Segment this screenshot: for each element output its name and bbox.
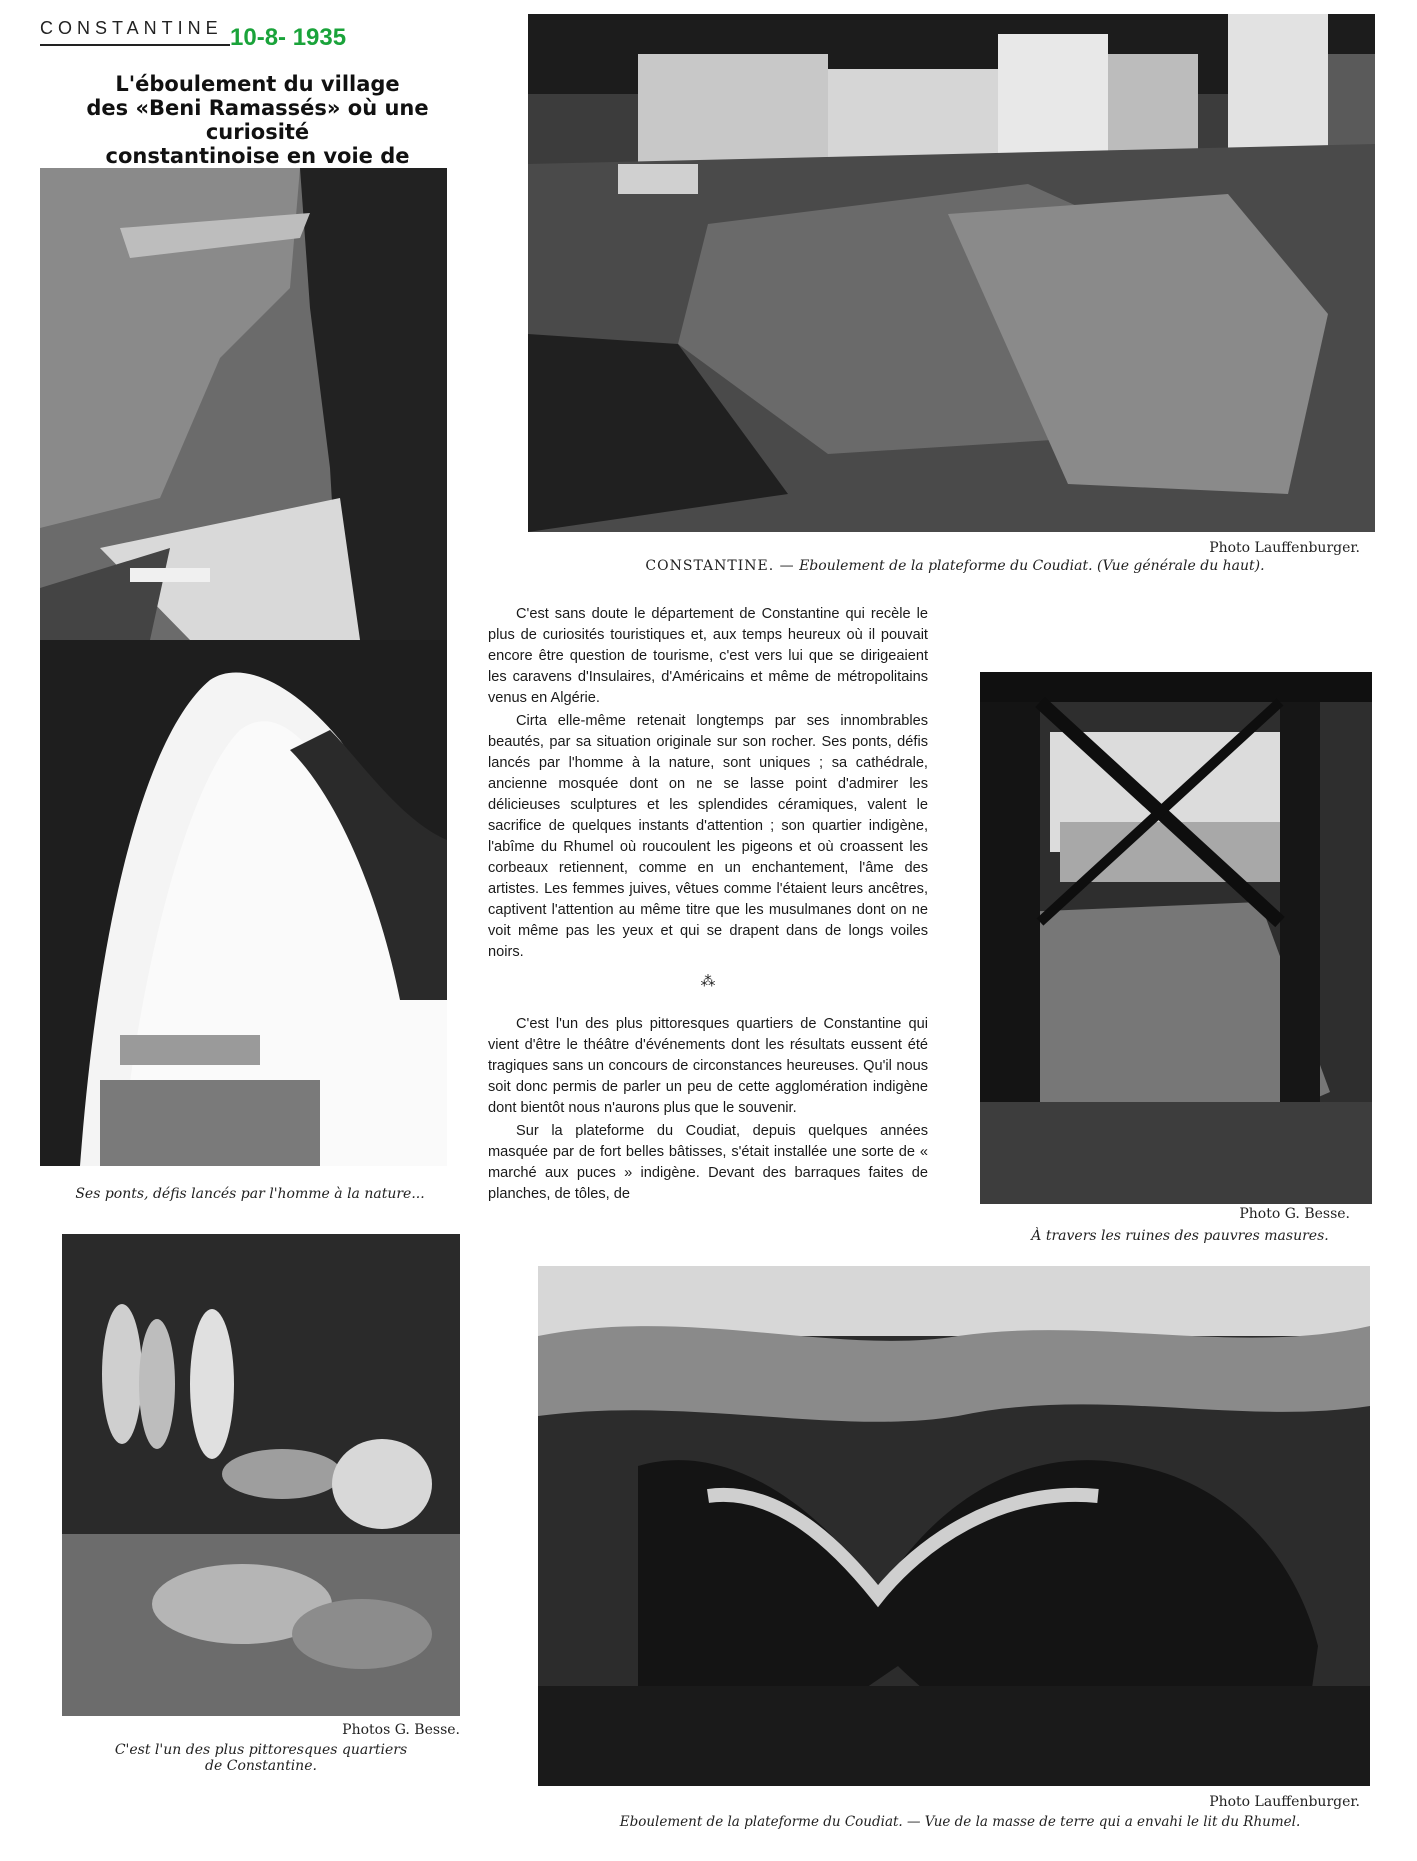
photo-gorge-road [40, 168, 447, 640]
caption-market-quarter [62, 1742, 460, 1774]
caption-market-quarter-line-1: C'est l'un des plus pittoresques quartiers [114, 1742, 408, 1758]
section-break-dinkus: ⁂ [700, 973, 716, 990]
credit-ruins: Photo G. Besse. [1239, 1206, 1350, 1222]
photo-bridge-arch [40, 640, 447, 1166]
article-column-1 [488, 604, 928, 1205]
credit-coudiat-overview: Photo Lauffenburger. [1209, 540, 1360, 556]
credit-market-quarter: Photos G. Besse. [342, 1722, 460, 1738]
photo-ruins [980, 672, 1372, 1204]
photo-gorge-road-illustration [40, 168, 447, 640]
photo-ruins-illustration [980, 672, 1372, 1204]
caption-ruins: À travers les ruines des pauvres masures. [1031, 1228, 1329, 1244]
caption-rhumel-landslide: Eboulement de la plateforme du Coudiat. — Vue de la masse de terre qui a envahi le lit du Rhumel. [619, 1814, 1301, 1830]
photo-rhumel-landslide [538, 1266, 1370, 1786]
credit-rhumel-landslide: Photo Lauffenburger. [1209, 1794, 1360, 1810]
photo-market-quarter [62, 1234, 460, 1716]
headline-line-2: des «Beni Ramassés» où une curiosité [86, 96, 429, 144]
headline-line-3: constantinoise en voie de [105, 144, 410, 168]
photo-rhumel-landslide-illustration [538, 1266, 1370, 1786]
photo-bridge-arch-illustration [40, 640, 447, 1166]
photo-market-quarter-illustration [62, 1234, 460, 1716]
caption-bridge: Ses ponts, défis lancés par l'homme à la nature... [75, 1186, 425, 1202]
photo-coudiat-overview [528, 14, 1375, 532]
caption-market-quarter-line-2: de Constantine. [205, 1758, 317, 1774]
caption-coudiat-overview [555, 558, 1355, 574]
headline-line-1: L'éboulement du village [115, 72, 400, 96]
article-paragraph: C'est sans doute le département de Constantine qui recèle le plus de curiosités touristiques et, aux temps heureux où il pouvait encore être question de tourisme, c'est vers lui que se dirigeaient les caravens d'Insulaires, d'Américains et même de métropolitains venus en Algérie. [488, 606, 928, 706]
date-stamp: 10-8- 1935 [230, 24, 347, 51]
section-rule [40, 44, 230, 46]
caption-coudiat-overview-prefix: CONSTANTINE. — [645, 558, 795, 574]
caption-coudiat-overview-text: Eboulement de la plateforme du Coudiat. (Vue générale du haut). [799, 558, 1265, 574]
article-paragraph: Cirta elle-même retenait longtemps par ses innombrables beautés, par sa situation originale sur son rocher. Ses ponts, défis lancés par l'homme à la nature, sont uniques ; sa cathédrale, ancienne mosquée dont on ne se lasse point d'admirer les délicieuses sculptures et les splendides céramiques, valent le sacrifice de quelques instants d'attention ; son quartier indigène, l'abîme du Rhumel où roucoulent les pigeons et où croassent les corbeaux retiennent, comme en un enchantement, l'âme des artistes. Les femmes juives, vêtues comme l'étaient leurs ancêtres, captivent l'attention au même titre que les musulmanes dont on ne voit même pas les yeux et qui se drapent dans de longs voiles noirs. [488, 713, 928, 960]
article-paragraph: C'est l'un des plus pittoresques quartiers de Constantine qui vient d'être le théâtre d'événements dont les résultats eussent été tragiques sans un concours de circonstances heureuses. Qu'il nous soit donc permis de parler un peu de cette agglomération indigène dont bientôt nous n'aurons plus que le souvenir. [488, 1016, 928, 1116]
article-paragraph: Sur la plateforme du Coudiat, depuis quelques années masquée par de fort belles bâtisses, s'était installée une sorte de « marché aux puces » indigène. Devant des barraques faites de planches, de tôles, de [488, 1123, 928, 1202]
section-label: CONSTANTINE [40, 18, 223, 38]
photo-coudiat-overview-illustration [528, 14, 1375, 532]
